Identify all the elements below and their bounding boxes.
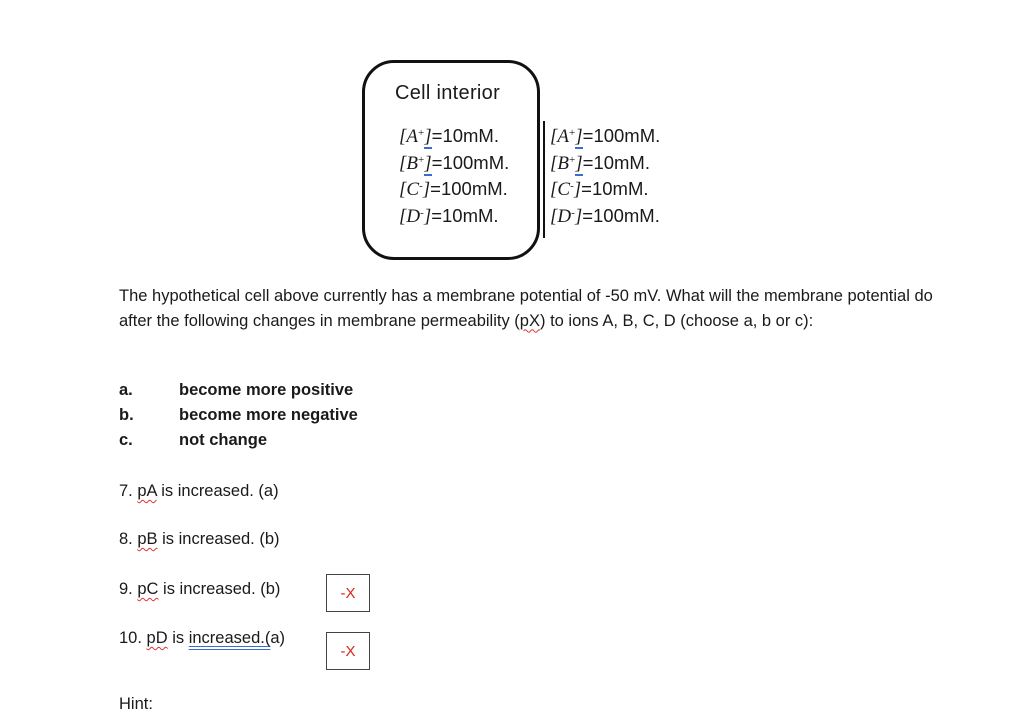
grade-mark-9: -X [326,574,370,612]
inside-concentrations [399,122,509,228]
question-text: The hypothetical cell above currently has a membrane potential of -50 mV. What will the membrane potential do after the following changes in membrane permeability (pX) to ions A, B, C, D (choose a, b or c): [119,287,933,330]
outside-ion-d: [D-]=100mM. [550,204,660,227]
outside-ion-c: [C-]=10mM. [550,178,649,200]
outside-ion-b: [B+]=10mM. [550,151,650,174]
grade-mark-10: -X [326,632,370,670]
inside-ion-b: [B+]=100mM. [399,151,510,174]
inside-ion-c: [C-]=100mM. [399,178,508,200]
cell-interior-label: Cell interior [395,82,501,104]
outside-concentrations [548,122,660,228]
inside-ion-d: [D-]=10mM. [399,204,499,227]
question-10: 10. pD is increased.(a) [119,629,286,647]
inside-ion-a: [A+]=10mM. [399,125,499,147]
question-7: 7. pA is increased. (a) [119,482,279,500]
hint-label: Hint: [119,695,153,713]
question-9: 9. pC is increased. (b) [119,580,281,598]
outside-ion-a: [A+]=100mM. [550,125,661,147]
question-8: 8. pB is increased. (b) [119,530,280,548]
membrane-divider [543,121,545,238]
